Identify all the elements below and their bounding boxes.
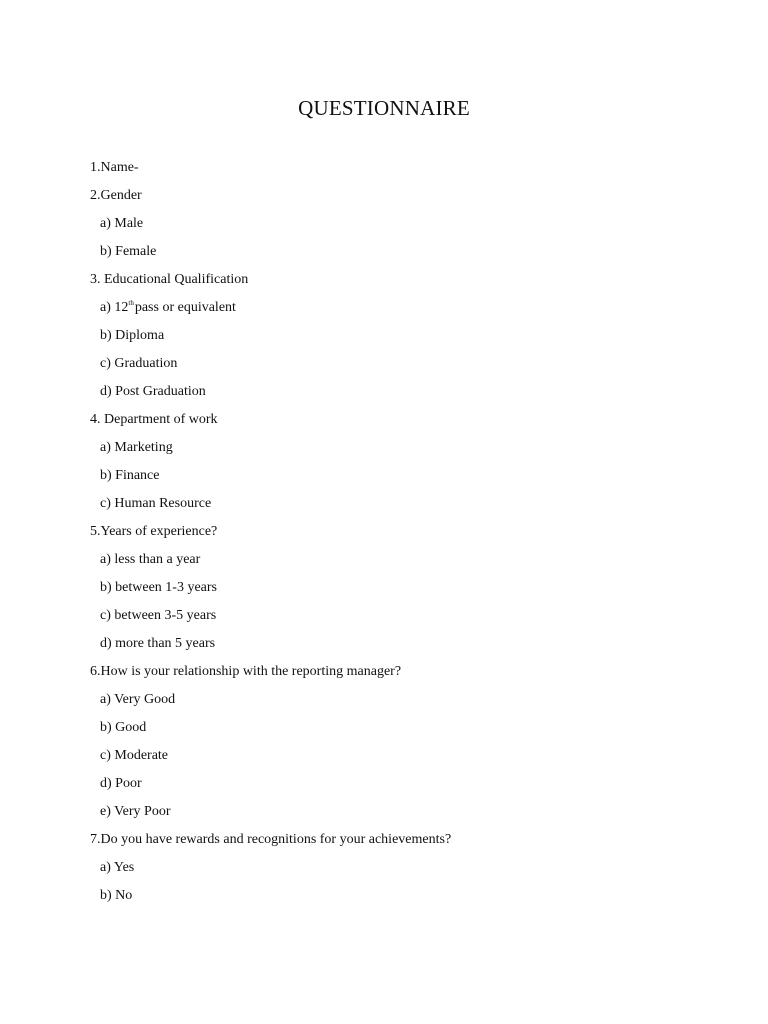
q3-option-a-suffix: pass or equivalent [134,300,236,315]
question-list [90,157,730,913]
q3-option-a-prefix: a) 12 [100,300,129,315]
document-title: QUESTIONNAIRE [298,96,470,120]
q5-option-d: d) more than 5 years [100,636,216,651]
q2-option-a: a) Male [100,216,144,231]
q3-option-a-superscript: th [128,299,134,307]
q4-option-c: c) Human Resource [100,496,212,511]
q7-option-b: b) No [100,888,133,903]
question-1: 1.Name- [90,160,139,175]
q5-option-b: b) between 1-3 years [100,580,218,595]
q3-option-a [90,297,730,325]
question-7: 7.Do you have rewards and recognitions for your achievements? [90,832,452,847]
q6-option-c: c) Moderate [100,748,169,763]
question-3: 3. Educational Qualification [90,272,249,287]
q6-option-b: b) Good [100,720,147,735]
q5-option-a: a) less than a year [100,552,201,567]
q3-option-d: d) Post Graduation [100,384,206,399]
q2-option-b: b) Female [100,244,157,259]
question-4: 4. Department of work [90,412,218,427]
q4-option-b: b) Finance [100,468,160,483]
question-6: 6.How is your relationship with the reporting manager? [90,664,402,679]
question-2: 2.Gender [90,188,142,203]
q4-option-a: a) Marketing [100,440,173,455]
q7-option-a: a) Yes [100,860,135,875]
q5-option-c: c) between 3-5 years [100,608,217,623]
q6-option-e: e) Very Poor [100,804,171,819]
q6-option-d: d) Poor [100,776,142,791]
q6-option-a: a) Very Good [100,692,176,707]
q3-option-b: b) Diploma [100,328,165,343]
q3-option-c: c) Graduation [100,356,178,371]
question-5: 5.Years of experience? [90,524,218,539]
